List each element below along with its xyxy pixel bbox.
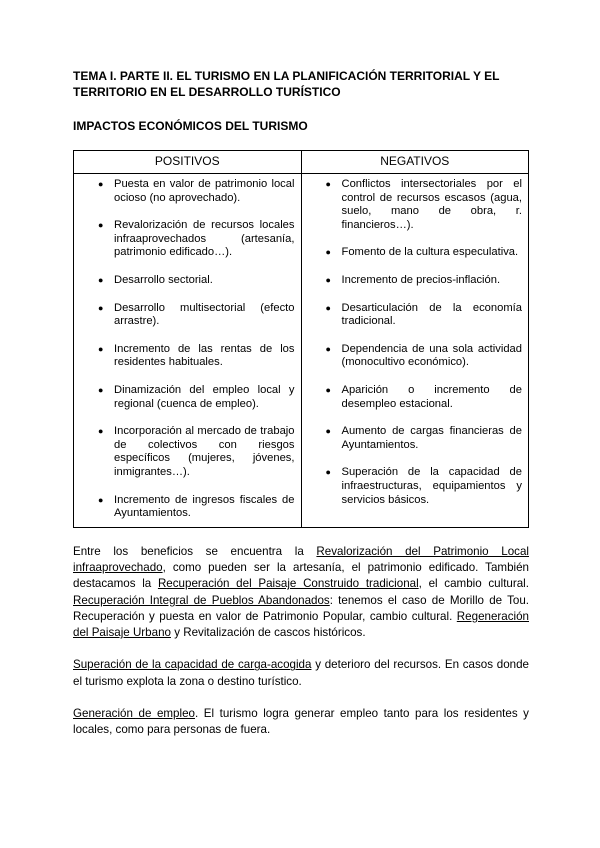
list-item (80, 219, 295, 260)
underlined-term: Revalorización del Patrimonio Local infraaprovechado (73, 544, 529, 574)
paragraph-text: , el cambio cultural. (418, 577, 529, 591)
negativos-cell (301, 174, 529, 528)
bullet-icon: ● (325, 247, 331, 258)
list-item (80, 384, 295, 411)
paragraph-text: : tenemos el caso de Morillo de Tou. Recuperación y puesta en valor de Patrimonio Popular, cambio cultural. (73, 593, 529, 623)
positivos-cell (74, 174, 302, 528)
list-item-text: Fomento de la cultura especulativa. (341, 246, 519, 259)
bullet-icon: ● (98, 343, 104, 354)
paragraph-text: , como pueden ser la artesanía, el patrimonio edificado. También destacamos la (73, 560, 529, 591)
bullet-icon: ● (98, 302, 104, 313)
list-item-text: Incremento de ingresos fiscales de Ayuntamientos. (114, 493, 295, 520)
document-page (73, 68, 529, 739)
paragraph-text: y Revitalización de cascos históricos. (170, 626, 366, 640)
bullet-icon: ● (325, 426, 331, 437)
list-item-text: Desarrollo multisectorial (efecto arrastre). (114, 301, 295, 328)
list-item (308, 302, 523, 329)
paragraph-text: . El turismo logra generar empleo tanto para los residentes y locales, como para personas de fuera. (73, 707, 529, 737)
list-item-text: Desarrollo sectorial. (114, 273, 213, 286)
list-item (80, 302, 295, 329)
list-item (308, 384, 523, 411)
header-negativos: NEGATIVOS (301, 151, 529, 174)
list-item (308, 246, 523, 260)
list-item (80, 425, 295, 479)
list-item (308, 466, 523, 507)
list-item (308, 425, 523, 452)
impacts-table (73, 150, 529, 528)
table-header-row (74, 151, 529, 174)
list-item-text: Revalorización de recursos locales infraaprovechados (artesanía, patrimonio edificado…). (114, 219, 295, 259)
bullet-icon: ● (325, 384, 331, 395)
negativos-list (308, 178, 523, 507)
bullet-icon: ● (98, 220, 104, 231)
table-body-row (74, 174, 529, 528)
document-title (73, 68, 529, 100)
list-item-text: Superación de la capacidad de infraestructuras, equipamientos y servicios básicos. (341, 466, 522, 506)
bullet-icon: ● (98, 494, 104, 505)
bullet-icon: ● (325, 467, 331, 478)
bullet-icon: ● (98, 384, 104, 395)
paragraph-text: Entre los beneficios se encuentra la (73, 544, 317, 558)
bullet-icon: ● (98, 274, 104, 285)
bullet-icon: ● (98, 179, 104, 189)
list-item-text: Incremento de las rentas de los residentes habituales. (114, 342, 295, 369)
list-item-text: Aparición o incremento de desempleo estacional. (341, 383, 522, 410)
underlined-term: Recuperación Integral de Pueblos Abandonados (73, 593, 330, 607)
list-item-text: Desarticulación de la economía tradicional. (341, 301, 522, 328)
list-item (80, 274, 295, 288)
list-item (308, 178, 523, 232)
list-item-text: Incremento de precios-inflación. (341, 273, 501, 286)
list-item (80, 178, 295, 205)
title-line-1: TEMA I. PARTE II. EL TURISMO EN LA PLANIFICACIÓN TERRITORIAL Y EL (73, 69, 500, 83)
bullet-icon: ● (325, 343, 331, 354)
bullet-icon: ● (325, 302, 331, 313)
underlined-term: Generación de empleo (73, 707, 195, 721)
paragraph-beneficios (73, 544, 529, 642)
title-line-2: TERRITORIO EN EL DESARROLLO TURÍSTICO (73, 85, 341, 99)
bullet-icon: ● (325, 274, 331, 285)
underlined-term: Superación de la capacidad de carga-acogida (73, 658, 312, 672)
paragraph-empleo (73, 706, 529, 739)
header-positivos: POSITIVOS (74, 151, 302, 174)
list-item-text: Aumento de cargas financieras de Ayuntamientos. (341, 425, 522, 451)
list-item-text: Dinamización del empleo local y regional (cuenca de empleo). (114, 383, 295, 410)
paragraph-capacidad (73, 657, 529, 690)
list-item (80, 494, 295, 521)
underlined-term: Regeneración del Paisaje Urbano (73, 609, 529, 640)
positivos-list (80, 178, 295, 521)
bullet-icon: ● (98, 426, 104, 437)
underlined-term: Recuperación del Paisaje Construido tradicional (157, 577, 419, 591)
list-item-text: Incorporación al mercado de trabajo de colectivos con riesgos específicos (mujeres, jóvenes, inmigrantes…). (114, 425, 295, 478)
list-item-text: Puesta en valor de patrimonio local ocioso (no aprovechado). (114, 178, 295, 204)
list-item-text: Dependencia de una sola actividad (monocultivo económico). (341, 342, 522, 369)
paragraph-text: y deterioro del recursos. En casos donde el turismo explota la zona o destino turístico. (73, 658, 529, 688)
list-item (80, 343, 295, 370)
list-item (308, 343, 523, 370)
section-heading: IMPACTOS ECONÓMICOS DEL TURISMO (73, 119, 308, 133)
list-item (308, 274, 523, 288)
bullet-icon: ● (325, 179, 331, 189)
list-item-text: Conflictos intersectoriales por el control de recursos escasos (agua, suelo, mano de obra, r. financieros…). (341, 178, 522, 231)
